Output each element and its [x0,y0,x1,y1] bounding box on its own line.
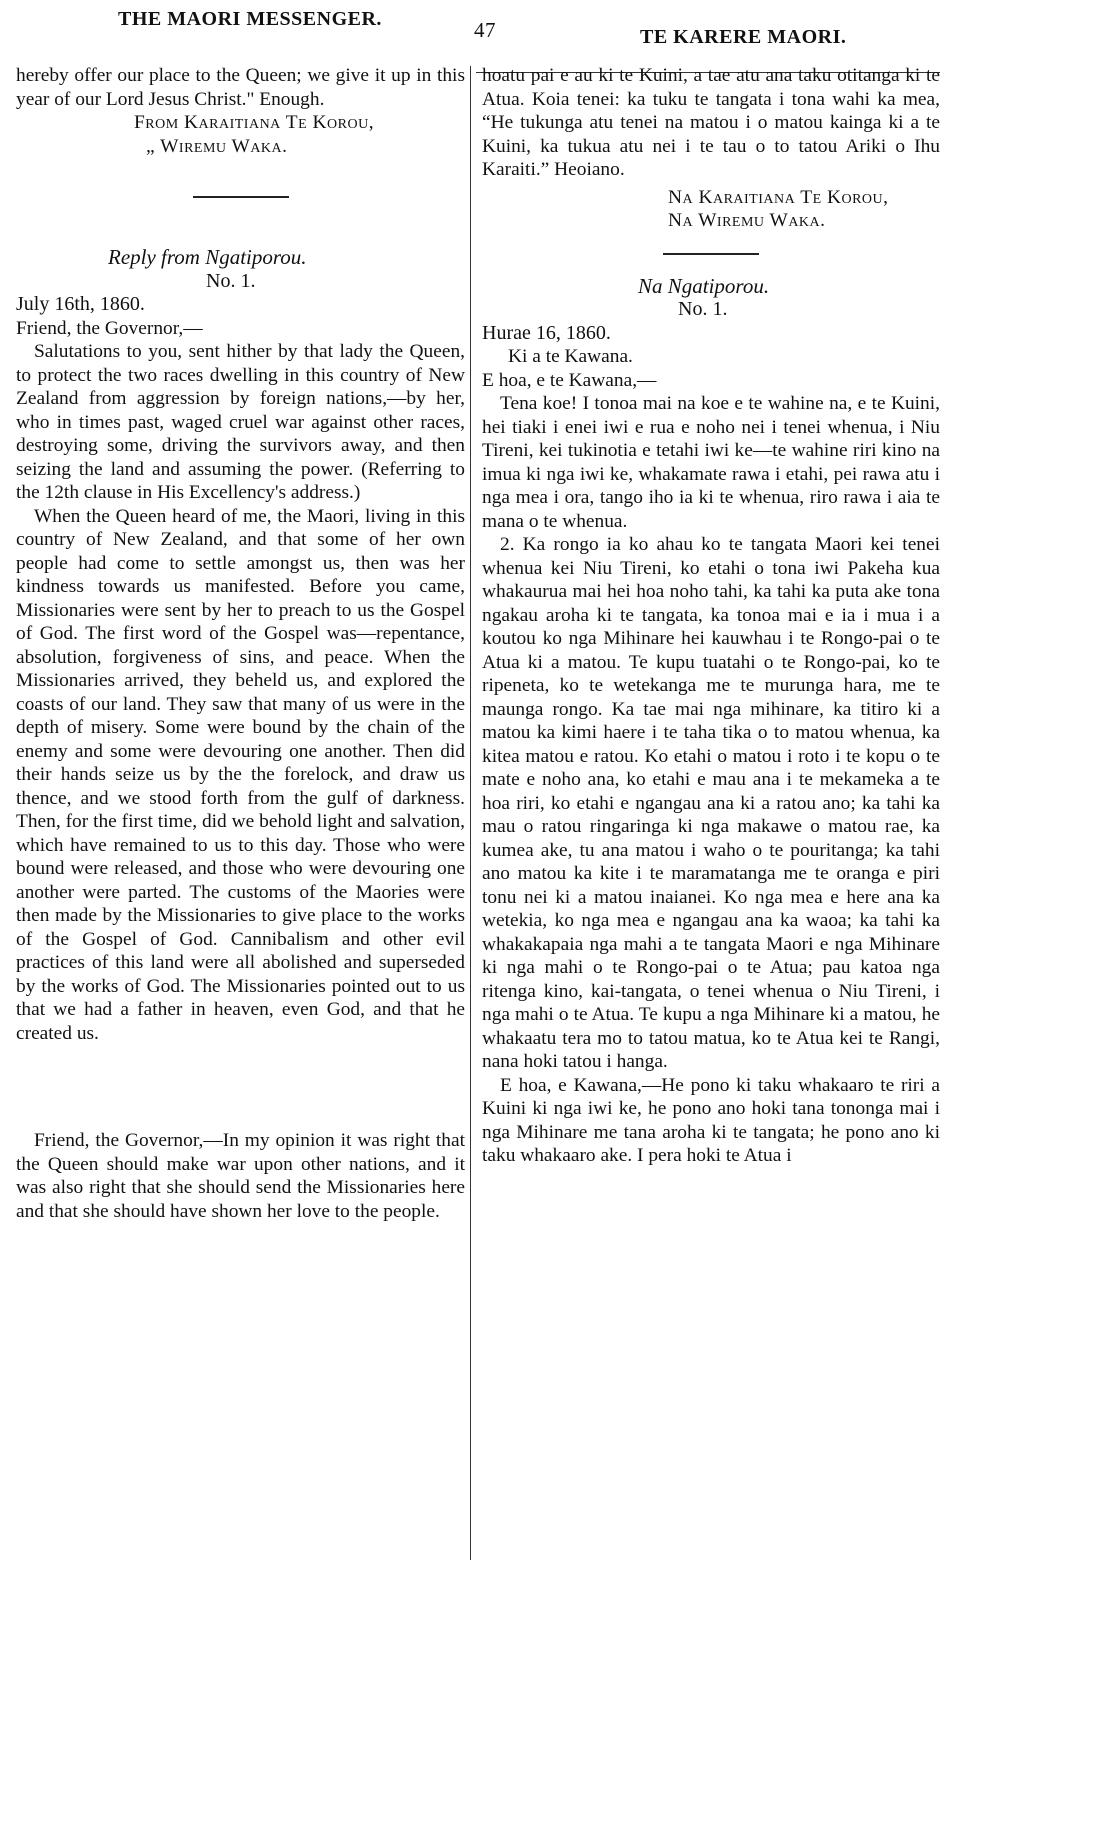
english-reply-date: July 16th, 1860. [16,293,145,315]
english-paragraph-3: Friend, the Governor,—In my opinion it was right that the Queen should make war upon other nations, and it was also right that she should send the Missionaries here and that she should have shown her love to the people. [16,1130,465,1222]
maori-signature-2: Na Wiremu Waka. [668,210,826,231]
english-column [16,64,465,1223]
page-header [0,0,960,62]
maori-column [482,64,940,1168]
english-reply-title: Reply from Ngatiporou. [108,245,307,269]
maori-paragraph-3: E hoa, e Kawana,—He pono ki taku whakaaro te riri a Kuini ki nga iwi ke, he pono ano hoki tana tononga mai i nga Mihinare me tana aroha ki te tangata; he pono ano ki taku whakaaro ake. I pera hoki te Atua i [482,1074,940,1166]
maori-signature-1: Na Karaitiana Te Korou, [668,186,889,208]
maori-reply-title: Na Ngatiporou. [638,273,770,298]
maori-opening: hoatu pai e au ki te Kuini, a tae atu ana taku otitanga ki te Atua. Koia tenei: ka tuku te tangata i tona wahi ka mea, “He tukunga atu tenei na matou i o matou kainga ki a te Kuini, ka tukua atu nei i te tau o to tatou Ariki o Ihu Karaiti.” Heoiano. [482,65,940,180]
masthead-maori: TE KARERE MAORI. [640,26,847,48]
section-rule [193,196,289,198]
maori-reply-number: No. 1. [678,298,728,320]
maori-reply-date: Hurae 16, 1860. [482,321,611,344]
english-signature-2: „ Wiremu Waka. [146,135,288,157]
masthead-english: THE MAORI MESSENGER. [118,8,382,30]
section-rule [663,253,759,255]
english-paragraph-2: When the Queen heard of me, the Maori, living in this country of New Zealand, and that some of her own people had come to settle amongst us, then was her kindness towards us manifested. Before you came, Missionaries were sent by her to preach to us the Gospel of God. The first word of the Gospel was—repentance, absolution, forgiveness of sins, and peace. When the Missionaries arrived, they beheld us, and explored the coasts of our land. They saw that many of us were in the depth of misery. Some were bound by the chain of the enemy and some were devouring one another. Then did their hands seize us by the the forelock, and draw us thence, and we stood forth from the gulf of darkness. Then, for the first time, did we behold light and salvation, which have remained to us to this day. Those who were bound were released, and those who were devouring one another were parted. The customs of the Maories were then made by the Missionaries to give place to the works of the Gospel of God. Cannibalism and other evil practices of this land were all abolished and superseded by the works of God. The Missionaries pointed out to us that we had a father in heaven, even God, and that he created us. [16,505,465,1044]
english-salutation: Friend, the Governor,— [16,317,203,339]
english-paragraph-1: Salutations to you, sent hither by that lady the Queen, to protect the two races dwelling in this country of New Zealand from aggression by foreign nations,—by her, who in times past, waged cruel war against other races, destroying some, driving the survivors away, and then seizing the land and assuming the power. (Referring to the 12th clause in His Excellency's address.) [16,341,465,503]
maori-salutation: E hoa, e te Kawana,— [482,369,657,391]
column-divider [470,66,471,1560]
english-reply-number: No. 1. [206,269,256,292]
english-signature-1: From Karaitiana Te Korou, [134,112,375,133]
maori-paragraph-2: 2. Ka rongo ia ko ahau ko te tangata Maori kei tenei whenua kei Niu Tireni, ko etahi o tona iwi Pakeha kua whakaurua mai hei hoa noho tahi, ka tahi ka puta ake tona ngakau aroha ki te tangata, ka tonoa mai e ia i mua i a koutou ko nga Mihinare hei kauwhau i te Rongo-pai o te Atua ki a matou. Te kupu tuatahi o te Rongo-pai, ko te ripeneta, ko te wetekanga me te murunga hara, me te maunga rongo. Ka tae mai nga mihinare, ka titiro ki a matou ka kimi haere i te taha tika o to matou whenua, ka kitea matou e ratou. Ko etahi o matou i roto i te kopu o te mate e noho ana, ko etahi e mau ana i te mekameka a te hoa riri, ko etahi e ngangau ana ki a ratou ano; ka tahi ka mau o ratou ringaringa ki nga makawe o matou rae, ka kumea ake, tu ana matou i waho o te pouritanga; ka tahi ano matou ka kite i te maramatanga me te oranga e piri tonu nei ki a matou inaianei. Ko nga mea e here ana ka wetekia, ko nga mea e ngangau ana ka waoa; ka tahi ka whakakapaia nga mahi a te tangata Maori e nga Mihinare ki nga mahi o te Rongo-pai o te Atua; pau katoa nga ritenga kino, kai-tangata, o tenei whenua o Niu Tireni, i nga mahi o te Atua. Te kupu a nga Mihinare ki a matou, he whakaatu tera mo to tatou matua, ko te Atua kei te Rangi, nana hoki tatou i hanga. [482,534,940,1072]
page-number: 47 [474,18,496,42]
maori-paragraph-1: Tena koe! I tonoa mai na koe e te wahine na, e te Kuini, hei tiaki i enei iwi e rua e noho nei i tenei whenua, i Niu Tireni, kei tukinotia e tetahi iwi ke—te wahine riri kino na imua ki nga iwi ke, whakamate rawa i etahi, pei rawa atu i nga mea i ora, tango iho ia ki te whenua, riro rawa i aia te mana o te whenua. [482,393,940,532]
maori-address: Ki a te Kawana. [508,346,633,367]
english-opening: hereby offer our place to the Queen; we give it up in this year of our Lord Jesus Christ." Enough. [16,65,465,110]
